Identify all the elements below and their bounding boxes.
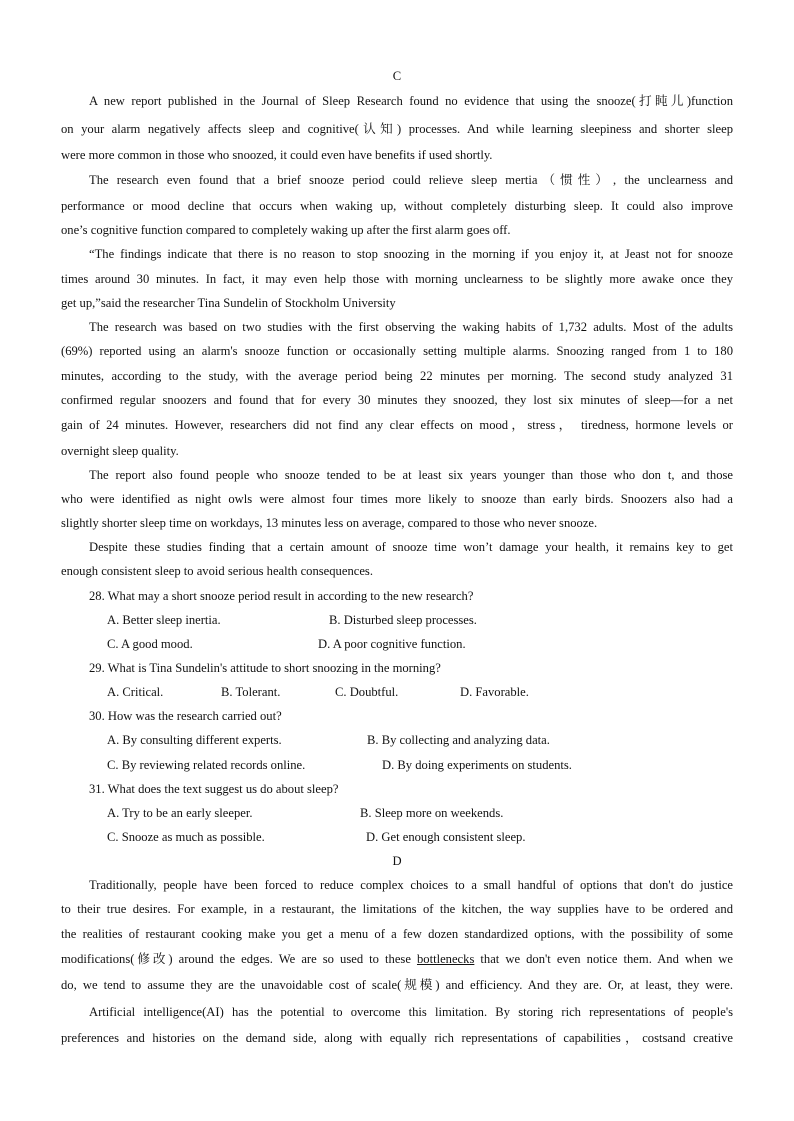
paragraph-line: (69%) reported using an alarm's snooze function or occasionally setting multiple alarms. Snoozing ranged from 1 to 180 xyxy=(61,344,733,358)
paragraph-line-with-underline xyxy=(61,949,733,969)
paragraph-line: overnight sleep quality. xyxy=(61,444,179,458)
paragraph-line: the realities of restaurant cooking make you get a menu of a few dozen standardized options, with the possibility of some xyxy=(61,927,733,941)
paragraph-line: Artificial intelligence(AI) has the potential to overcome this limitation. By storing rich representations of people's xyxy=(89,1005,733,1019)
paragraph-line: one’s cognitive function compared to completely waking up after the first alarm goes off. xyxy=(61,223,511,237)
question-29-option-b[interactable]: B. Tolerant. xyxy=(221,685,281,699)
section-c-heading: C xyxy=(392,69,402,83)
paragraph-line: to their true desires. For example, in a restaurant, the limitations of the kitchen, the way supplies have to be ordered and xyxy=(61,902,733,916)
paragraph-line: preferences and histories on the demand side, along with equally rich representations of capabilities，costsand creative xyxy=(61,1031,733,1045)
paragraph-line: enough consistent sleep to avoid serious health consequences. xyxy=(61,564,373,578)
paragraph-line: The report also found people who snooze tended to be at least six years younger than those who don t, and those xyxy=(89,468,733,482)
paragraph-line: The research was based on two studies with the first observing the waking habits of 1,732 adults. Most of the adults xyxy=(89,320,733,334)
underlined-word-bottlenecks: bottlenecks xyxy=(416,952,475,966)
question-28-option-c[interactable]: C. A good mood. xyxy=(107,637,193,651)
question-30-option-c[interactable]: C. By reviewing related records online. xyxy=(107,758,306,772)
paragraph-line: on your alarm negatively affects sleep and cognitive(认知) processes. And while learning sleepiness and shorter sleep xyxy=(61,122,733,136)
paragraph-line: do, we tend to assume they are the unavoidable cost of scale(规模) and efficiency. And they are. Or, at least, they were. xyxy=(61,978,733,992)
paragraph-line: minutes, according to the study, with the average period being 22 minutes per morning. The second study analyzed 31 xyxy=(61,369,733,383)
paragraph-line: The research even found that a brief snooze period could relieve sleep mertia（惯性）, the unclearness and xyxy=(89,173,733,187)
question-31-option-b[interactable]: B. Sleep more on weekends. xyxy=(360,806,504,820)
question-31-stem: 31. What does the text suggest us do about sleep? xyxy=(89,782,339,796)
paragraph-line: get up,”said the researcher Tina Sundelin of Stockholm University xyxy=(61,296,396,310)
question-31-option-c[interactable]: C. Snooze as much as possible. xyxy=(107,830,265,844)
question-29-option-d[interactable]: D. Favorable. xyxy=(460,685,529,699)
question-29-option-a[interactable]: A. Critical. xyxy=(107,685,164,699)
question-29-stem: 29. What is Tina Sundelin's attitude to short snoozing in the morning? xyxy=(89,661,441,675)
question-31-option-d[interactable]: D. Get enough consistent sleep. xyxy=(366,830,526,844)
paragraph-text: that we don't even notice them. And when we xyxy=(474,952,733,966)
question-31-option-a[interactable]: A. Try to be an early sleeper. xyxy=(107,806,253,820)
paragraph-line: slightly shorter sleep time on workdays, 13 minutes less on average, compared to those who never snooze. xyxy=(61,516,598,530)
section-d-heading: D xyxy=(392,854,402,868)
paragraph-line: gain of 24 minutes. However, researchers did not find any clear effects on mood，stress， tiredness, hormone levels or xyxy=(61,418,733,432)
paragraph-line: “The findings indicate that there is no reason to stop snoozing in the morning if you enjoy it, at Jeast not for snooze xyxy=(89,247,733,261)
paragraph-line: A new report published in the Journal of Sleep Research found no evidence that using the snooze(打盹儿)function xyxy=(89,94,733,108)
question-30-option-d[interactable]: D. By doing experiments on students. xyxy=(382,758,572,772)
question-30-stem: 30. How was the research carried out? xyxy=(89,709,282,723)
paragraph-line: confirmed regular snoozers and found that for every 30 minutes they snoozed, they lost six minutes of sleep—for a net xyxy=(61,393,733,407)
paragraph-line: Traditionally, people have been forced to reduce complex choices to a small handful of options that don't do justice xyxy=(89,878,733,892)
question-28-option-b[interactable]: B. Disturbed sleep processes. xyxy=(329,613,477,627)
paragraph-line: Despite these studies finding that a certain amount of snooze time won’t damage your health, it remains key to get xyxy=(89,540,733,554)
paragraph-line: were more common in those who snoozed, it could even have benefits if used shortly. xyxy=(61,148,493,162)
question-28-stem: 28. What may a short snooze period result in according to the new research? xyxy=(89,589,474,603)
paragraph-line: performance or mood decline that occurs when waking up, without completely disturbing sleep. It could also improve xyxy=(61,199,733,213)
paragraph-line: who were identified as night owls were almost four times more likely to snooze than early birds. Snoozers also had a xyxy=(61,492,733,506)
question-30-option-a[interactable]: A. By consulting different experts. xyxy=(107,733,282,747)
question-30-option-b[interactable]: B. By collecting and analyzing data. xyxy=(367,733,550,747)
paragraph-text: modifications(修改) around the edges. We are so used to these xyxy=(61,952,417,966)
question-28-option-a[interactable]: A. Better sleep inertia. xyxy=(107,613,221,627)
question-28-option-d[interactable]: D. A poor cognitive function. xyxy=(318,637,466,651)
paragraph-line: times around 30 minutes. In fact, it may even help those with morning unclearness to be slightly more awake once they xyxy=(61,272,733,286)
question-29-option-c[interactable]: C. Doubtful. xyxy=(335,685,399,699)
